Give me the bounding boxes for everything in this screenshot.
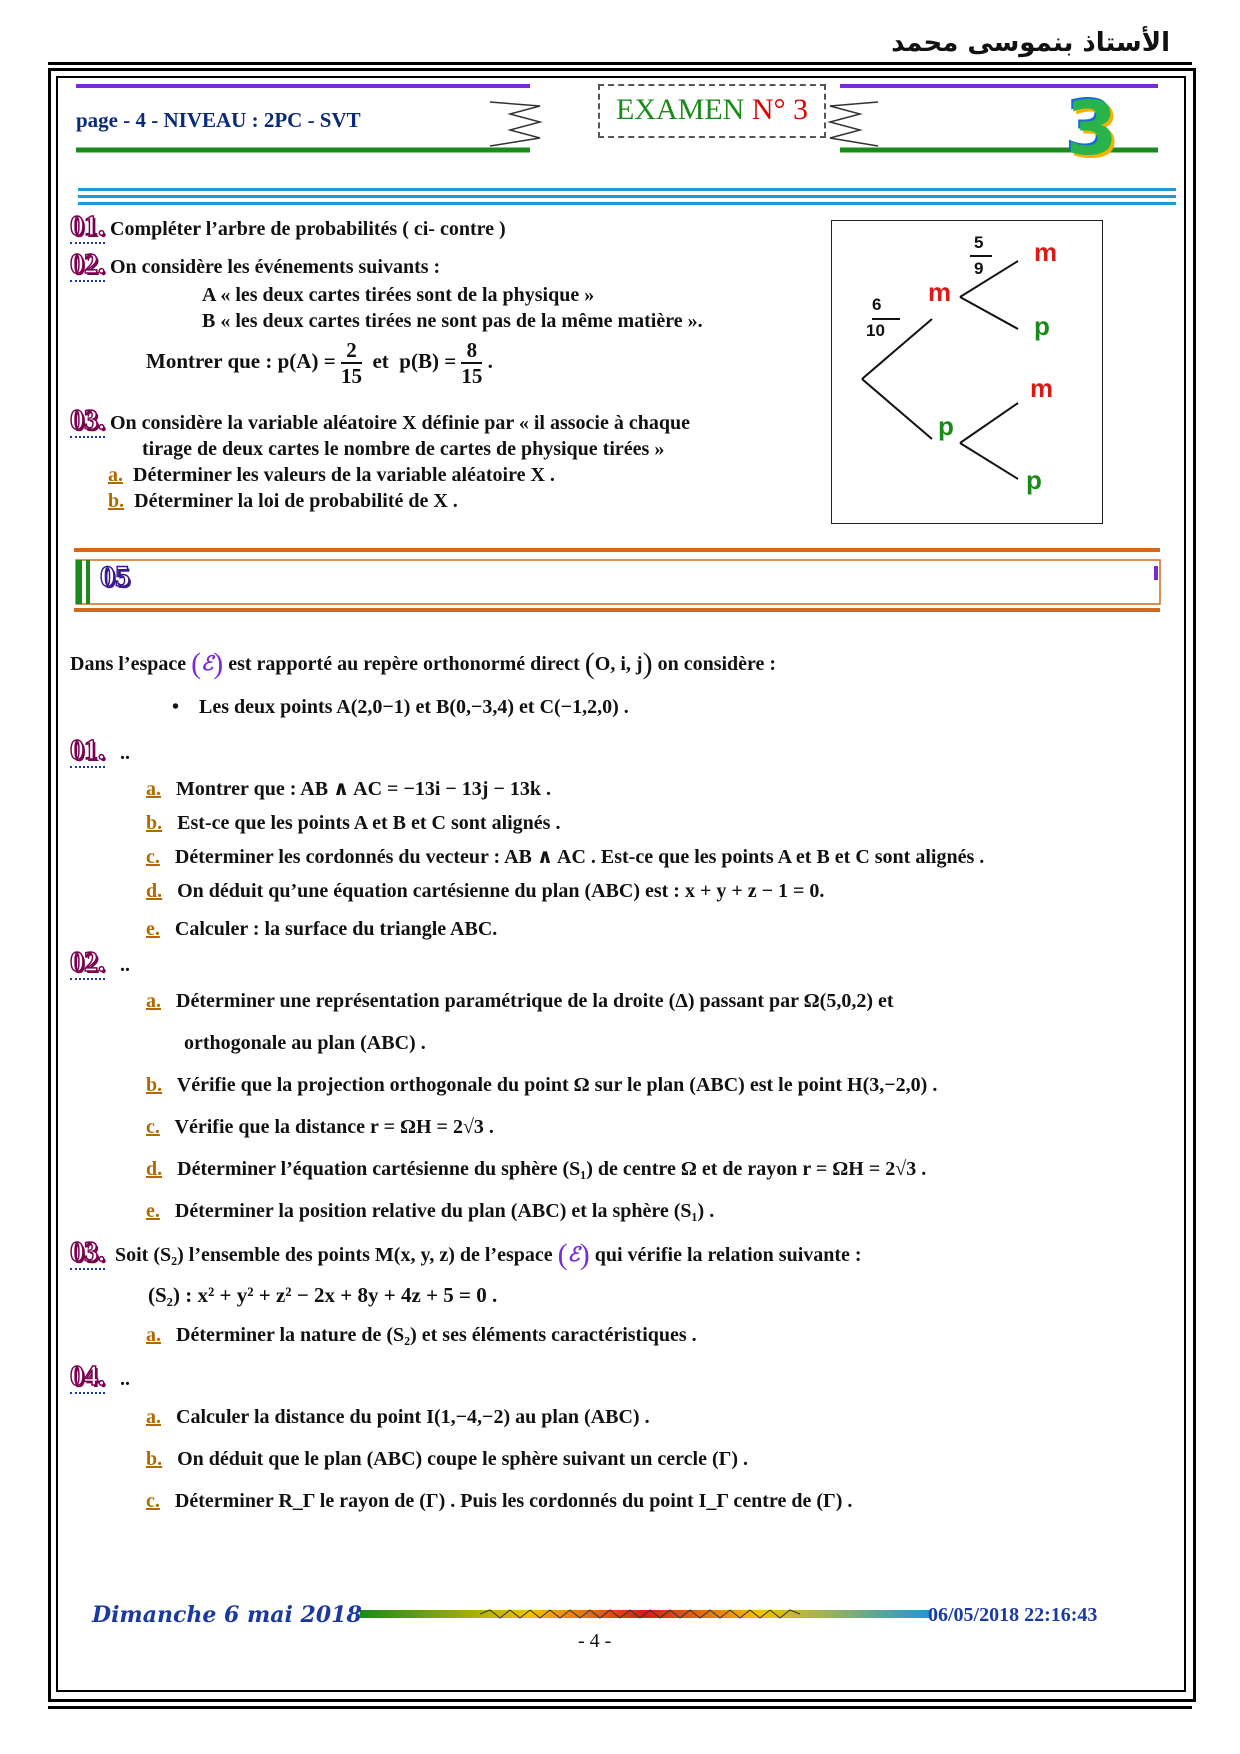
footer-date: Dimanche 6 mai 2018 [92,1602,362,1628]
q01-item-d: d. On déduit qu’une équation cartésienne du plan (ABC) est : x + y + z − 1 = 0. [146,880,825,902]
section-question-01: 01. .. [70,735,130,766]
question-text: Compléter l’arbre de probabilités ( ci- contre ) [110,218,506,240]
show-label: Montrer que : [146,348,273,373]
q01-item-b: b. Est-ce que les points A et B et C sont alignés . [146,812,561,834]
pb-label: p(B) = [399,348,457,373]
exam-title-box [598,84,826,138]
pa-label: p(A) = [277,348,336,373]
first-branch-den: 10 [866,321,885,340]
space-symbol: ℰ [201,651,214,675]
frame-label: O, i, j [594,653,643,675]
points-line: • Les deux points A(2,0−1) et B(0,−3,4) et C(−1,2,0) . [172,696,629,718]
question-number: 02. [70,249,105,280]
question-text: On considère les événements suivants : [110,256,441,278]
question-03-b: b. Déterminer la loi de probabilité de X . [108,490,458,512]
section-question-04: 04. .. [70,1361,130,1392]
event-a: A « les deux cartes tirées sont de la physique » [202,284,595,306]
q04-item-b: b. On déduit que le plan (ABC) coupe le sphère suivant un cercle (Γ) . [146,1448,749,1470]
question-01 [70,211,506,242]
q02-item-a: a. Déterminer une représentation paramétrique de la droite (Δ) passant par Ω(5,0,2) et [146,990,894,1012]
tree-lines [832,221,1102,523]
question-03-a: a. Déterminer les valeurs de la variable aléatoire X . [108,464,555,486]
question-03 [70,405,690,436]
et-label: et [372,348,389,373]
sphere-equation: (S₂) : x² + y² + z² − 2x + 8y + 4z + 5 = 0 . [148,1283,498,1307]
probability-tree [831,220,1103,524]
question-03-line2: tirage de deux cartes le nombre de cartes de physique tirées » [142,438,665,460]
section-question-02: 02. .. [70,947,130,978]
q01-item-e: e. Calculer : la surface du triangle ABC. [146,918,498,940]
bottom-rule-2 [48,1706,1192,1709]
probability-show: Montrer que : p(A) = $\frac{2}{15}$ et p(B) = $\frac{8}{15}$ . [146,338,493,388]
q04-item-c: c. Déterminer R_Γ le rayon de (Γ) . Puis les cordonnés du point I_Γ centre de (Γ) . [146,1490,853,1512]
author-name: الأستاذ بنموسى محمد [891,28,1170,58]
footer-decoration [360,1606,930,1622]
section-question-03: 03. Soit (S₂) l’ensemble des points M(x, y, z) de l’espace (ℰ) qui vérifie la relation suivante : [70,1237,862,1271]
q01-item-c: c. Déterminer les cordonnés du vecteur : AB ∧ AC . Est-ce que les points A et B et C sont alignés . [146,846,985,868]
first-branch-num: 6 [872,295,882,314]
section-intro: Dans l’espace (ℰ) est rapporté au repère orthonormé direct (O, i, j) on considère : [70,647,777,680]
q04-item-a: a. Calculer la distance du point I(1,−4,−2) au plan (ABC) . [146,1406,650,1428]
page-level-label: page - 4 - NIVEAU : 2PC - SVT [76,108,361,132]
tree-leaf-p1: p [1034,311,1050,341]
top-rule [48,62,1192,65]
exam-number: N° 3 [751,93,808,126]
question-number: 01. [70,211,105,242]
q02-item-d: d. Déterminer l’équation cartésienne du sphère (S₁) de centre Ω et de rayon r = ΩH = 2√3 . [146,1158,927,1180]
pb-fraction: $\frac{8}{15}$ [461,338,483,388]
question-text: On considère la variable aléatoire X définie par « il associe à chaque [110,412,690,434]
section-label: 05 [100,560,130,593]
footer-timestamp: 06/05/2018 22:16:43 [928,1604,1098,1626]
page-number: - 4 - [578,1630,612,1652]
tree-node-m: m [928,277,952,307]
q02-item-b: b. Vérifie que la projection orthogonale du point Ω sur le plan (ABC) est le point H(3,−2,0) . [146,1074,938,1096]
tree-leaf-m1: m [1034,237,1058,267]
exam-logo-digit: 3 [1066,86,1118,172]
question-number: 03. [70,405,105,436]
bottom-rule-1 [48,1700,1192,1702]
q03-item-a: a. Déterminer la nature de (S₂) et ses éléments caractéristiques . [146,1324,697,1346]
tree-leaf-p2: p [1026,465,1042,495]
second-branch-num: 5 [974,233,984,252]
pa-fraction: $\frac{2}{15}$ [340,338,362,388]
q02-item-c: c. Vérifie que la distance r = ΩH = 2√3 . [146,1116,494,1138]
event-b: B « les deux cartes tirées ne sont pas de la même matière ». [202,310,703,332]
second-branch-den: 9 [974,259,984,278]
q01-item-a: a. Montrer que : AB ∧ AC = −13i − 13j − 13k . [146,778,551,800]
tree-leaf-m2: m [1030,373,1054,403]
q02-item-a-cont: orthogonale au plan (ABC) . [184,1032,426,1054]
tree-node-p: p [938,411,954,441]
q02-item-e: e. Déterminer la position relative du plan (ABC) et la sphère (S₁) . [146,1200,715,1222]
question-02 [70,249,441,280]
section-decoration [60,546,1170,616]
exam-title: EXAMEN [616,93,745,126]
